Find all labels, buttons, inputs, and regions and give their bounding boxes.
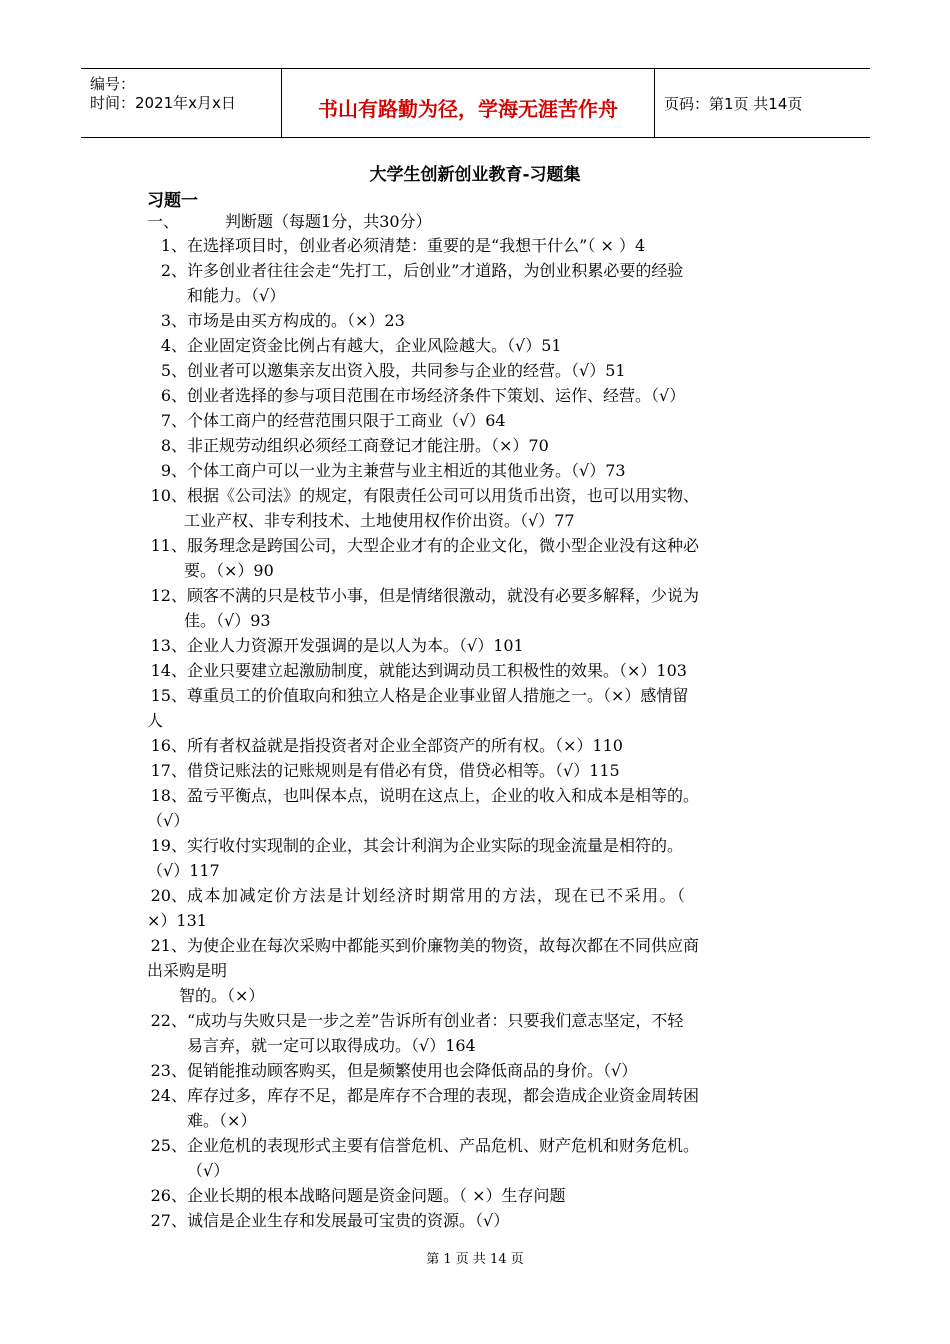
question-number: 27、 (150, 1211, 187, 1230)
question-number: 6、 (160, 386, 187, 405)
question-number: 2、 (160, 261, 187, 280)
question-continuation: 出采购是明 (147, 961, 228, 980)
question-text: “成功与失败只是一步之差”告诉所有创业者：只要我们意志坚定，不轻 (187, 1011, 684, 1030)
question-text: 实行收付实现制的企业，其会计利润为企业实际的现金流量是相符的。 (187, 836, 684, 855)
question-text: 库存过多，库存不足，都是库存不合理的表现，都会造成企业资金周转困 (187, 1086, 700, 1105)
document-title: 大学生创新创业教育-习题集 (369, 165, 581, 185)
section-heading (147, 209, 432, 232)
question-number: 11、 (150, 536, 187, 555)
question-item (147, 758, 620, 783)
question-continuation: 人 (147, 711, 164, 730)
question-item (147, 233, 645, 258)
question-text: 诚信是企业生存和发展最可宝贵的资源。（√） (187, 1211, 510, 1230)
question-continuation: ×）131 (147, 911, 207, 930)
question-number: 16、 (150, 736, 187, 755)
question-number: 12、 (150, 586, 187, 605)
header-page-cell (655, 69, 870, 137)
question-item (147, 1133, 699, 1158)
question-number: 20、 (150, 886, 187, 905)
question-item (147, 533, 699, 558)
question-item (147, 883, 687, 908)
question-number: 19、 (150, 836, 187, 855)
question-text: 创业者选择的参与项目范围在市场经济条件下策划、运作、经营。（√） (187, 386, 686, 405)
question-number: 21、 (150, 936, 187, 955)
question-text: 服务理念是跨国公司，大型企业才有的企业文化，微小型企业没有这种必 (187, 536, 700, 555)
motto-text: 书山有路勤为径，学海无涯苦作舟 (318, 97, 618, 121)
question-number: 10、 (150, 486, 187, 505)
question-text: 根据《公司法》的规定，有限责任公司可以用货币出资，也可以用实物、 (187, 486, 700, 505)
question-continuation: 易言弃，就一定可以取得成功。（√）164 (187, 1036, 476, 1055)
question-item (147, 1183, 566, 1208)
question-continuation: （√） (147, 811, 190, 830)
question-number: 14、 (150, 661, 187, 680)
question-continuation: 要。（×）90 (184, 561, 274, 580)
question-item (147, 258, 683, 283)
header-motto-cell (282, 69, 655, 137)
question-text: 创业者可以邀集亲友出资入股，共同参与企业的经营。（√）51 (187, 361, 626, 380)
question-item (147, 333, 562, 358)
question-continuation: （√）117 (147, 861, 220, 880)
header-table (81, 68, 870, 138)
question-item (147, 833, 683, 858)
section-number: 一、 (147, 212, 180, 231)
question-text: 成本加减定价方法是计划经济时期常用的方法，现在已不采用。（ (187, 886, 687, 905)
question-text: 企业只要建立起激励制度，就能达到调动员工积极性的效果。（×）103 (187, 661, 687, 680)
question-item (147, 1008, 683, 1033)
question-item (147, 933, 699, 958)
question-text: 为使企业在每次采购中都能买到价廉物美的物资，故每次都在不同供应商 (187, 936, 700, 955)
page-info: 页码：第1页 共14页 (664, 95, 803, 113)
question-item (147, 458, 626, 483)
section-text: 判断题（每题1分，共30分） (225, 212, 432, 231)
header-meta-cell (81, 69, 282, 137)
question-number: 18、 (150, 786, 187, 805)
exercise-title: 习题一 (147, 191, 198, 211)
question-number: 5、 (160, 361, 187, 380)
question-number: 7、 (160, 411, 187, 430)
question-number: 26、 (150, 1186, 187, 1205)
document-number-label: 编号： (90, 75, 136, 93)
question-number: 3、 (160, 311, 187, 330)
question-text: 所有者权益就是指投资者对企业全部资产的所有权。（×）110 (187, 736, 623, 755)
question-number: 22、 (150, 1011, 187, 1030)
question-number: 17、 (150, 761, 187, 780)
document-time-label: 时间：2021年x月x日 (90, 94, 236, 112)
question-number: 8、 (160, 436, 187, 455)
question-text: 尊重员工的价值取向和独立人格是企业事业留人措施之一。（×）感情留 (187, 686, 689, 705)
page-footer: 第 1 页 共 14 页 (426, 1252, 524, 1267)
question-text: 企业危机的表现形式主要有信誉危机、产品危机、财产危机和财务危机。 (187, 1136, 700, 1155)
question-text: 企业固定资金比例占有越大，企业风险越大。（√）51 (187, 336, 562, 355)
question-item (147, 583, 699, 608)
question-text: 市场是由买方构成的。（×）23 (187, 311, 405, 330)
question-number: 9、 (160, 461, 187, 480)
question-item (147, 658, 687, 683)
question-item (147, 408, 506, 433)
question-number: 13、 (150, 636, 187, 655)
question-continuation: 佳。（√）93 (184, 611, 271, 630)
question-text: 企业人力资源开发强调的是以人为本。（√）101 (187, 636, 524, 655)
question-text: 非正规劳动组织必须经工商登记才能注册。（×）70 (187, 436, 549, 455)
question-continuation: 难。（×） (187, 1111, 257, 1130)
question-item (147, 733, 623, 758)
question-item (147, 1208, 509, 1233)
question-item (147, 433, 549, 458)
question-text: 许多创业者往往会走“先打工，后创业”才道路，为创业积累必要的经验 (187, 261, 684, 280)
question-item (147, 783, 699, 808)
question-text: 促销能推动顾客购买，但是频繁使用也会降低商品的身价。（√） (187, 1061, 638, 1080)
question-item (147, 1083, 699, 1108)
question-continuation: （√） (187, 1161, 230, 1180)
question-item (147, 1058, 637, 1083)
question-text: 个体工商户的经营范围只限于工商业（√）64 (187, 411, 506, 430)
question-number: 1、 (160, 236, 187, 255)
question-text: 借贷记账法的记账规则是有借必有贷，借贷必相等。（√）115 (187, 761, 620, 780)
question-text: 盈亏平衡点，也叫保本点，说明在这点上，企业的收入和成本是相等的。 (187, 786, 700, 805)
question-number: 15、 (150, 686, 187, 705)
question-text: 企业长期的根本战略问题是资金问题。（ ×）生存问题 (187, 1186, 566, 1205)
question-item (147, 308, 405, 333)
question-text: 顾客不满的只是枝节小事，但是情绪很激动，就没有必要多解释，少说为 (187, 586, 700, 605)
question-continuation: 智的。（×） (179, 986, 265, 1005)
question-text: 在选择项目时，创业者必须清楚：重要的是“我想干什么”（ × ）4 (187, 236, 646, 255)
question-number: 24、 (150, 1086, 187, 1105)
question-text: 个体工商户可以一业为主兼营与业主相近的其他业务。（√）73 (187, 461, 626, 480)
question-continuation: 工业产权、非专利技术、土地使用权作价出资。（√）77 (184, 511, 575, 530)
question-number: 23、 (150, 1061, 187, 1080)
question-number: 25、 (150, 1136, 187, 1155)
question-number: 4、 (160, 336, 187, 355)
question-item (147, 383, 685, 408)
question-item (147, 358, 626, 383)
question-item (147, 683, 688, 708)
question-item (147, 633, 524, 658)
question-continuation: 和能力。（√） (187, 286, 286, 305)
question-item (147, 483, 699, 508)
